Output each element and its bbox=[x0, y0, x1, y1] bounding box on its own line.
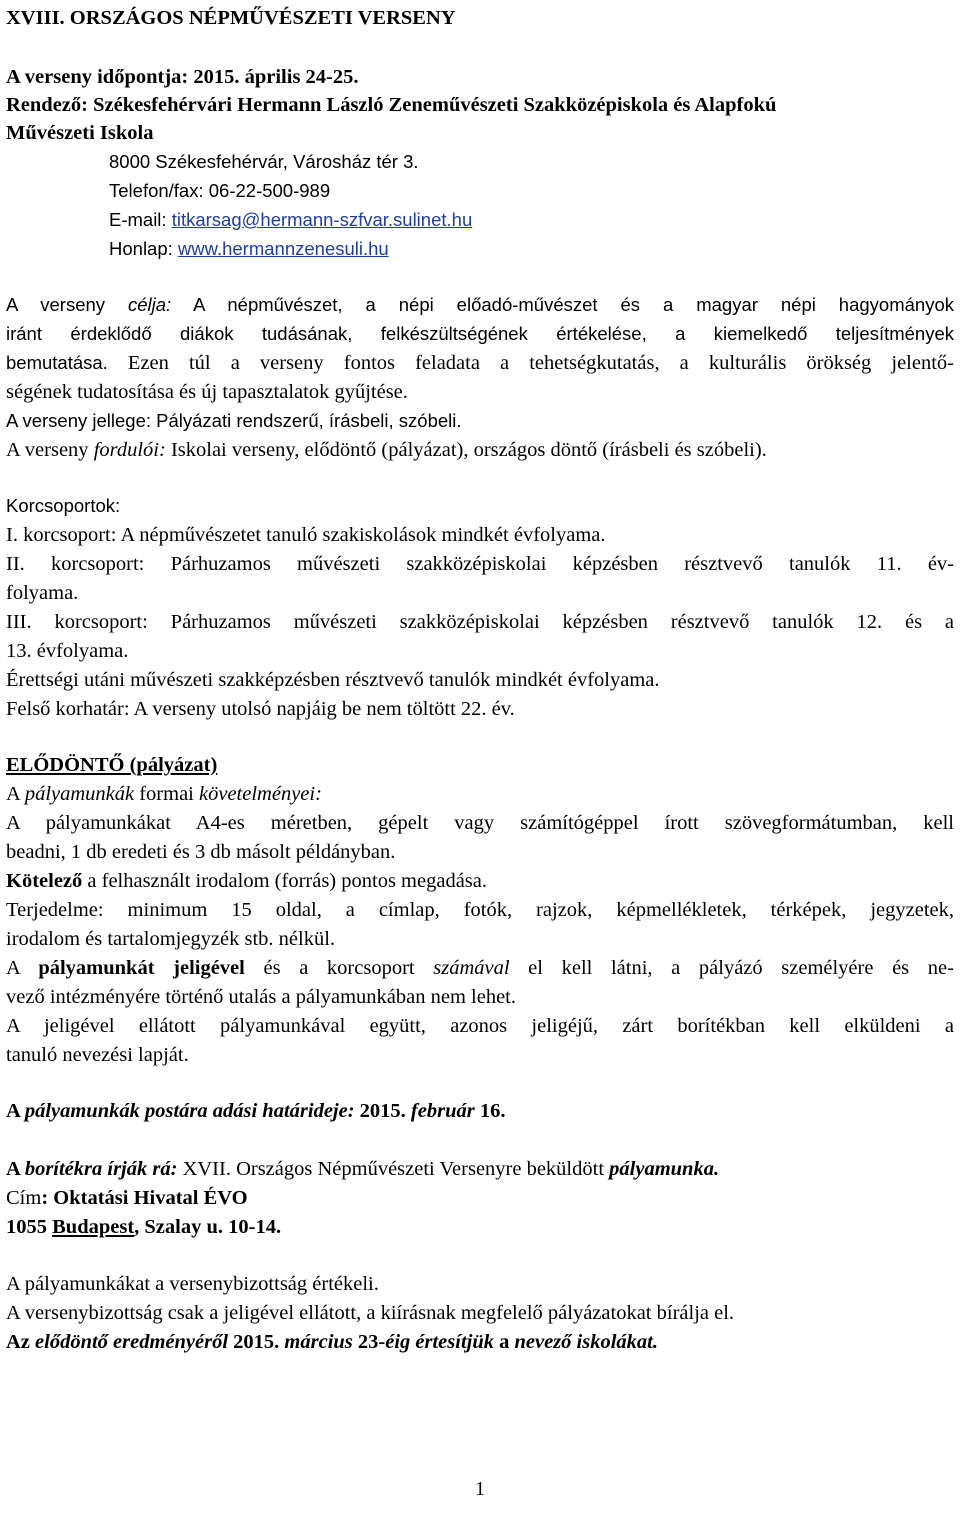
requirements-paragraph: A pályamunkákat A4-es méretben, gépelt vagy számítógéppel írott szövegformátumban, kell bbox=[6, 812, 954, 834]
text-span: a bbox=[494, 1331, 515, 1353]
text-span: 1055 bbox=[6, 1216, 53, 1238]
text-span: március bbox=[284, 1331, 353, 1353]
text-span: 16. bbox=[474, 1100, 506, 1122]
requirements-paragraph bbox=[6, 954, 954, 982]
requirements-paragraph: tanuló nevezési lapját. bbox=[6, 1044, 189, 1066]
text-span: Cím bbox=[6, 1187, 42, 1209]
deadline-line bbox=[6, 1097, 505, 1125]
goal-paragraph bbox=[6, 349, 954, 377]
evaluation-line: A pályamunkákat a versenybizottság értékeli. bbox=[6, 1273, 379, 1295]
goal-paragraph: iránt érdeklődő diákok tudásának, felkészültségének értékelése, a kiemelkedő teljesítmények bbox=[6, 323, 954, 344]
text-span: számával bbox=[433, 957, 510, 979]
goal-paragraph bbox=[6, 291, 954, 319]
text-span: Iskolai verseny, elődöntő (pályázat), országos döntő (írásbeli és szóbeli). bbox=[165, 439, 767, 461]
text-span: pályamunkát jeligével bbox=[38, 957, 245, 979]
email-line bbox=[109, 206, 472, 234]
text-span: 2015. bbox=[354, 1100, 411, 1122]
age-group-item: II. korcsoport: Párhuzamos művészeti szakközépiskolai képzésben résztvevő tanulók 11. év- bbox=[6, 553, 954, 575]
age-group-item: 13. évfolyama. bbox=[6, 640, 129, 662]
text-span: A verseny bbox=[6, 439, 94, 461]
document-title: XVIII. ORSZÁGOS NÉPMŰVÉSZETI VERSENY bbox=[6, 7, 456, 29]
text-span: Az bbox=[6, 1331, 36, 1353]
website-link[interactable]: www.hermannzenesuli.hu bbox=[177, 238, 389, 259]
text-span: el kell látni, a pályázó személyére és ne- bbox=[509, 957, 954, 979]
text-span: borítékra írják rá: bbox=[24, 1158, 178, 1180]
text-span: pályamunkák bbox=[24, 783, 135, 805]
age-group-item: folyama. bbox=[6, 582, 79, 604]
text-span: éig értesítjük bbox=[385, 1331, 494, 1353]
text-span: : Oktatási Hivatal ÉVO bbox=[41, 1187, 248, 1209]
age-group-item: III. korcsoport: Párhuzamos művészeti szakközépiskolai képzésben résztvevő tanulók 12. és a bbox=[6, 611, 954, 633]
text-span: A bbox=[6, 783, 25, 805]
requirements-line bbox=[6, 780, 322, 808]
text-span: A népművészet, a népi előadó-művészet és a magyar népi hagyományok bbox=[171, 294, 954, 315]
requirements-paragraph: A jeligével ellátott pályamunkával együtt, azonos jeligéjű, zárt borítékban kell elküldeni a bbox=[6, 1015, 954, 1037]
text-span: február bbox=[410, 1100, 475, 1122]
text-span: pályamunka. bbox=[609, 1158, 720, 1180]
date-line: A verseny időpontja: 2015. április 24-25. bbox=[6, 66, 359, 88]
text-span: a felhasznált irodalom (forrás) pontos megadása. bbox=[82, 870, 487, 892]
prelim-heading: ELŐDÖNTŐ (pályázat) bbox=[6, 754, 218, 776]
email-link[interactable]: titkarsag@hermann-szfvar.sulinet.hu bbox=[171, 209, 473, 230]
requirements-paragraph: irodalom és tartalomjegyzék stb. nélkül. bbox=[6, 928, 336, 950]
organizer-line: Művészeti Iskola bbox=[6, 122, 154, 144]
evaluation-line: A versenybizottság csak a jeligével ellátott, a kiírásnak megfelelő pályázatokat bírálja el. bbox=[6, 1302, 735, 1324]
page-number: 1 bbox=[475, 1478, 485, 1500]
text-span: formai bbox=[134, 783, 200, 805]
text-span: A bbox=[6, 1158, 25, 1180]
rounds-label: fordulói: bbox=[93, 439, 166, 461]
text-span: Ezen túl a verseny fontos feladata a tehetségkutatás, a kulturális örökség jelentő- bbox=[107, 352, 954, 374]
text-span: pályamunkák postára adási határideje: bbox=[24, 1100, 355, 1122]
results-line bbox=[6, 1328, 658, 1356]
organizer-line: Rendező: Székesfehérvári Hermann László Zeneművészeti Szakközépiskola és Alapfokú bbox=[6, 94, 777, 116]
text-span: , Szalay u. 10-14. bbox=[134, 1216, 282, 1238]
text-span: 2015. bbox=[228, 1331, 285, 1353]
text-span: Budapest bbox=[52, 1216, 135, 1238]
text-span: nevező iskolákat. bbox=[514, 1331, 658, 1353]
requirements-paragraph: Terjedelme: minimum 15 oldal, a címlap, fotók, rajzok, képmellékletek, térképek, jegyzetek, bbox=[6, 899, 954, 921]
email-label: E-mail: bbox=[109, 209, 172, 230]
rounds-line bbox=[6, 436, 767, 464]
age-group-item: Érettségi utáni művészeti szakképzésben résztvevő tanulók mindkét évfolyama. bbox=[6, 669, 660, 691]
text-span: A bbox=[6, 957, 39, 979]
text-span: és a korcsoport bbox=[244, 957, 434, 979]
goal-label: célja: bbox=[128, 294, 172, 315]
web-line bbox=[109, 235, 389, 263]
web-label: Honlap: bbox=[109, 238, 178, 259]
age-groups-heading: Korcsoportok: bbox=[6, 495, 121, 516]
text-span: Kötelező bbox=[6, 870, 83, 892]
text-span: XVII. Országos Népművészeti Versenyre beküldött bbox=[177, 1158, 610, 1180]
phone-line: Telefon/fax: 06-22-500-989 bbox=[109, 180, 331, 201]
text-span: A verseny bbox=[6, 294, 128, 315]
address-line bbox=[6, 1184, 248, 1212]
address-line bbox=[6, 1213, 281, 1241]
text-span: A bbox=[6, 1100, 25, 1122]
text-span: 23- bbox=[352, 1331, 386, 1353]
text-span: elődöntő eredményéről bbox=[35, 1331, 229, 1353]
text-span: követelményei: bbox=[199, 783, 322, 805]
age-limit-line: Felső korhatár: A verseny utolsó napjáig be nem töltött 22. év. bbox=[6, 698, 515, 720]
requirements-paragraph: beadni, 1 db eredeti és 3 db másolt példányban. bbox=[6, 841, 396, 863]
age-group-item: I. korcsoport: A népművészetet tanuló szakiskolások mindkét évfolyama. bbox=[6, 524, 606, 546]
text-span: bemutatása. bbox=[6, 352, 108, 373]
goal-paragraph: ségének tudatosítása és új tapasztalatok gyűjtése. bbox=[6, 381, 408, 403]
address-line: 8000 Székesfehérvár, Városház tér 3. bbox=[109, 151, 419, 172]
envelope-line bbox=[6, 1155, 719, 1183]
character-line: A verseny jellege: Pályázati rendszerű, írásbeli, szóbeli. bbox=[6, 410, 462, 431]
requirements-paragraph bbox=[6, 867, 487, 895]
requirements-paragraph: vező intézményére történő utalás a pályamunkában nem lehet. bbox=[6, 986, 517, 1008]
